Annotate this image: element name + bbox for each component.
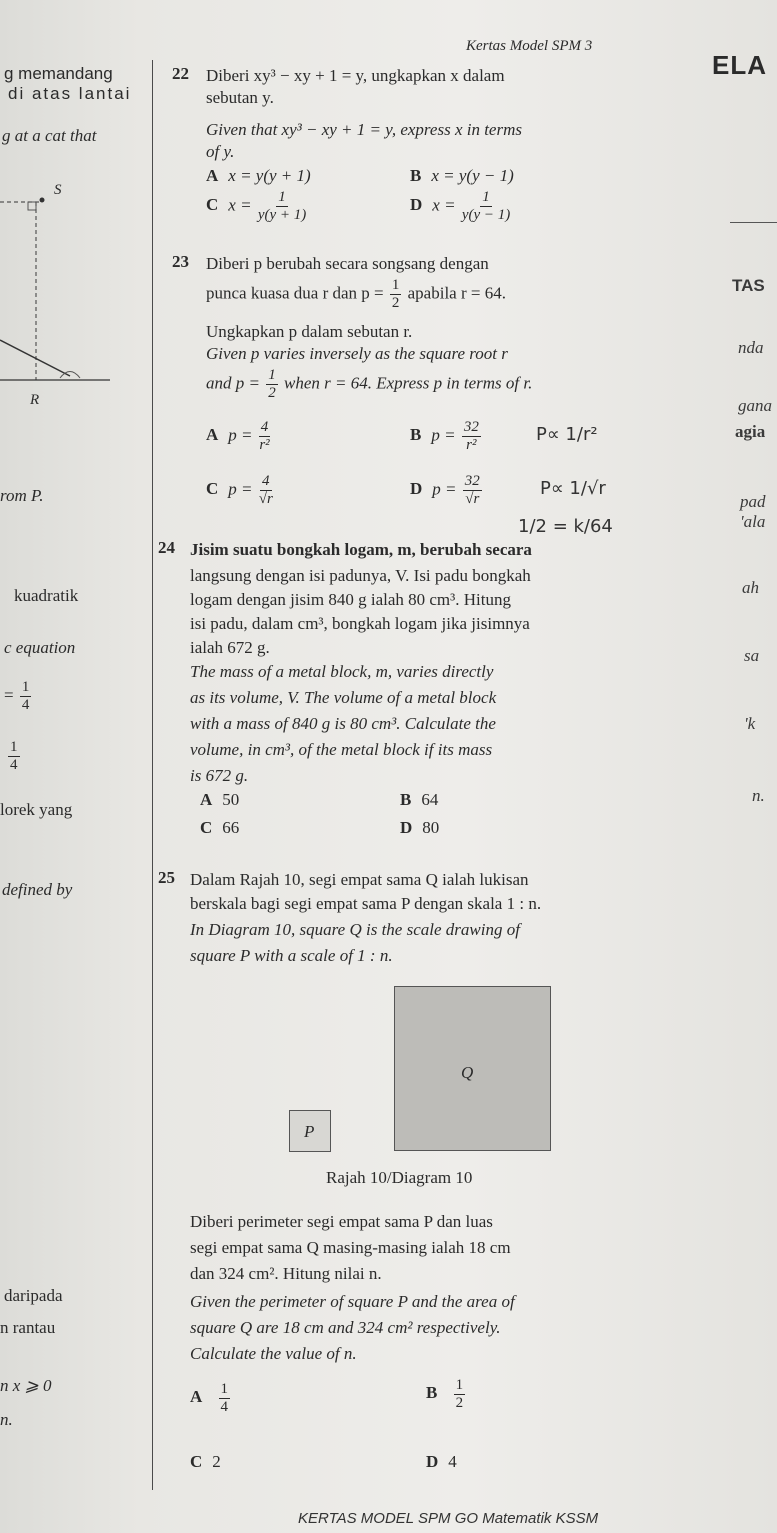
- left-frac-den: 4: [21, 697, 30, 713]
- question-number: 23: [172, 252, 189, 271]
- question-text-ms: segi empat sama Q masing-masing ialah 18 cm: [190, 1238, 511, 1257]
- option-label: A: [206, 425, 219, 445]
- right-text: sa: [744, 646, 760, 665]
- option-label: C: [206, 479, 219, 499]
- option-value: x = y(y + 1): [228, 166, 311, 185]
- text-part: apabila r = 64.: [407, 283, 506, 303]
- text-part: when r = 64. Express p in terms of r.: [283, 373, 533, 393]
- left-text: di atas lantai: [8, 84, 132, 103]
- option-label: D: [410, 479, 423, 499]
- option-a: [206, 166, 311, 186]
- option-label: A: [200, 790, 213, 809]
- left-text: n rantau: [0, 1318, 56, 1337]
- corner-label: ELA: [712, 50, 767, 80]
- option-value: 64: [421, 790, 439, 809]
- question-text-en: Given p varies inversely as the square root r: [206, 344, 508, 363]
- label-p: P: [304, 1122, 315, 1141]
- left-text: kuadratik: [14, 586, 79, 605]
- option-lhs: p =: [432, 479, 457, 499]
- option-num: 32: [464, 473, 480, 489]
- question-text-ms: sebutan y.: [206, 88, 274, 107]
- option-value: 50: [222, 790, 240, 809]
- question-text-ms: Jisim suatu bongkah logam, m, berubah secara: [190, 540, 532, 559]
- left-margin: [0, 0, 150, 1533]
- option-num: 1: [278, 189, 286, 205]
- right-text: 'ala: [740, 512, 766, 531]
- question-text-ms: Diberi p berubah secara songsang dengan: [206, 254, 489, 273]
- left-text: n.: [0, 1410, 13, 1429]
- left-frac-num: 1: [10, 739, 18, 755]
- option-num: 1: [482, 189, 490, 205]
- option-c: [206, 474, 275, 507]
- option-num: 32: [463, 419, 479, 435]
- right-text: n.: [752, 786, 765, 805]
- option-num: 1: [220, 1381, 229, 1397]
- option-lhs: p =: [228, 479, 253, 499]
- question-text-en: The mass of a metal block, m, varies directly: [190, 662, 494, 681]
- option-a: [190, 1382, 232, 1415]
- square-q: [394, 986, 551, 1151]
- left-eq: =: [4, 685, 14, 705]
- left-frac-den: 4: [10, 757, 18, 773]
- option-value: 80: [422, 818, 440, 837]
- left-text: n x ⩾ 0: [0, 1376, 52, 1395]
- frac-num: 1: [391, 277, 400, 293]
- right-text: pad: [740, 492, 766, 511]
- option-label: B: [426, 1383, 438, 1403]
- option-num: 4: [260, 419, 269, 435]
- handwritten-note: P∝ 1/√r: [540, 478, 606, 499]
- question-text-en: In Diagram 10, square Q is the scale drawing of: [190, 920, 520, 939]
- option-value: 2: [212, 1452, 221, 1471]
- question-text-en: of y.: [206, 142, 235, 161]
- option-den: r²: [466, 437, 477, 453]
- option-d: [410, 474, 484, 507]
- left-label-r: R: [30, 392, 40, 408]
- question-text-en: square P with a scale of 1 : n.: [190, 946, 393, 965]
- right-text: nda: [738, 338, 764, 357]
- square-p: [289, 1110, 331, 1152]
- option-label: D: [410, 195, 423, 215]
- page-header: Kertas Model SPM 3: [466, 38, 593, 54]
- frac-den: 2: [268, 385, 276, 401]
- option-lhs: x =: [228, 195, 252, 215]
- left-text: rom P.: [0, 486, 44, 505]
- left-text: daripada: [4, 1286, 63, 1305]
- option-label: C: [200, 818, 213, 837]
- option-den: √r: [465, 491, 480, 507]
- left-diagram: [0, 180, 150, 410]
- option-lhs: p =: [431, 425, 456, 445]
- left-text: g memandang: [4, 64, 113, 83]
- text-part: and p =: [206, 373, 260, 393]
- question-text-ms: langsung dengan isi padunya, V. Isi padu bongkah: [190, 566, 531, 585]
- question-text-en-eq: [206, 368, 532, 401]
- option-b: [410, 166, 514, 186]
- question-text-ms: ialah 672 g.: [190, 638, 270, 657]
- option-b: [410, 420, 483, 453]
- label-q: Q: [461, 1063, 474, 1082]
- option-value: x = y(y − 1): [431, 166, 514, 185]
- left-text: g at a cat that: [2, 126, 97, 145]
- option-den: y(y + 1): [257, 207, 307, 223]
- right-rule: [730, 222, 777, 223]
- option-label: D: [400, 818, 413, 837]
- option-d: [426, 1452, 457, 1472]
- option-label: C: [206, 195, 219, 215]
- option-b: [426, 1378, 467, 1411]
- option-label: A: [206, 166, 219, 185]
- question-text-en: Given the perimeter of square P and the area of: [190, 1292, 515, 1311]
- question-text-ms: dan 324 cm². Hitung nilai n.: [190, 1264, 382, 1283]
- page-footer: KERTAS MODEL SPM GO Matematik KSSM: [298, 1510, 599, 1527]
- right-text: gana: [738, 396, 772, 415]
- question-text-en: as its volume, V. The volume of a metal block: [190, 688, 497, 707]
- left-fraction: [6, 740, 22, 773]
- option-den: y(y − 1): [461, 207, 511, 223]
- option-lhs: x =: [432, 195, 456, 215]
- option-value: 4: [448, 1452, 457, 1471]
- question-number: 25: [158, 868, 175, 887]
- option-label: B: [410, 425, 422, 445]
- question-number: 22: [172, 64, 189, 83]
- question-text-ms: logam dengan jisim 840 g ialah 80 cm³. Hitung: [190, 590, 511, 609]
- question-text-en: Calculate the value of n.: [190, 1344, 357, 1363]
- option-den: 2: [455, 1395, 464, 1411]
- text-part: punca kuasa dua r dan p =: [206, 283, 384, 303]
- option-label: A: [190, 1387, 203, 1407]
- diagram-caption: Rajah 10/Diagram 10: [326, 1168, 473, 1187]
- option-label: C: [190, 1452, 203, 1471]
- option-value: 66: [222, 818, 240, 837]
- option-label: D: [426, 1452, 439, 1471]
- option-label: B: [400, 790, 412, 809]
- question-text-ms: Dalam Rajah 10, segi empat sama Q ialah lukisan: [190, 870, 529, 889]
- handwritten-note: 1/2 = k/64: [518, 516, 613, 537]
- left-fraction: [4, 680, 33, 713]
- question-number: 24: [158, 538, 175, 557]
- handwritten-note: P∝ 1/r²: [536, 424, 598, 445]
- option-d: [400, 818, 439, 838]
- option-a: [206, 420, 272, 453]
- question-text-en: volume, in cm³, of the metal block if its mass: [190, 740, 493, 759]
- frac-den: 2: [391, 295, 400, 311]
- question-text-en: square Q are 18 cm and 324 cm² respectively.: [190, 1318, 501, 1337]
- question-text-ms: Ungkapkan p dalam sebutan r.: [206, 322, 413, 341]
- option-d: [410, 190, 512, 223]
- option-c: [190, 1452, 221, 1472]
- right-text: 'k: [744, 714, 756, 733]
- option-c: [206, 190, 308, 223]
- option-label: B: [410, 166, 422, 185]
- option-b: [400, 790, 438, 810]
- question-text-ms-eq: [206, 278, 506, 311]
- column-divider: [152, 60, 153, 1490]
- option-a: [200, 790, 239, 810]
- option-c: [200, 818, 239, 838]
- option-den: r²: [259, 437, 270, 453]
- left-text: lorek yang: [0, 800, 73, 819]
- left-label-s: S: [54, 182, 62, 198]
- option-den: 4: [220, 1399, 229, 1415]
- frac-num: 1: [268, 367, 276, 383]
- question-text-en: Given that xy³ − xy + 1 = y, express x in terms: [206, 120, 522, 139]
- option-lhs: p =: [228, 425, 253, 445]
- right-text: ah: [742, 578, 759, 597]
- right-text: TAS: [732, 276, 765, 295]
- question-text-ms: berskala bagi segi empat sama P dengan skala 1 : n.: [190, 894, 542, 913]
- left-frac-num: 1: [21, 679, 30, 695]
- question-text-en: is 672 g.: [190, 766, 249, 785]
- left-text: c equation: [4, 638, 76, 657]
- question-text-en: with a mass of 840 g is 80 cm³. Calculate the: [190, 714, 496, 733]
- question-text-ms: Diberi perimeter segi empat sama P dan luas: [190, 1212, 493, 1231]
- right-text: agia: [735, 422, 766, 441]
- question-text-ms: isi padu, dalam cm³, bongkah logam jika jisimnya: [190, 614, 530, 633]
- question-text-ms: Diberi xy³ − xy + 1 = y, ungkapkan x dalam: [206, 66, 505, 85]
- option-den: √r: [258, 491, 273, 507]
- option-num: 4: [262, 473, 270, 489]
- left-text: defined by: [2, 880, 73, 899]
- option-num: 1: [455, 1377, 464, 1393]
